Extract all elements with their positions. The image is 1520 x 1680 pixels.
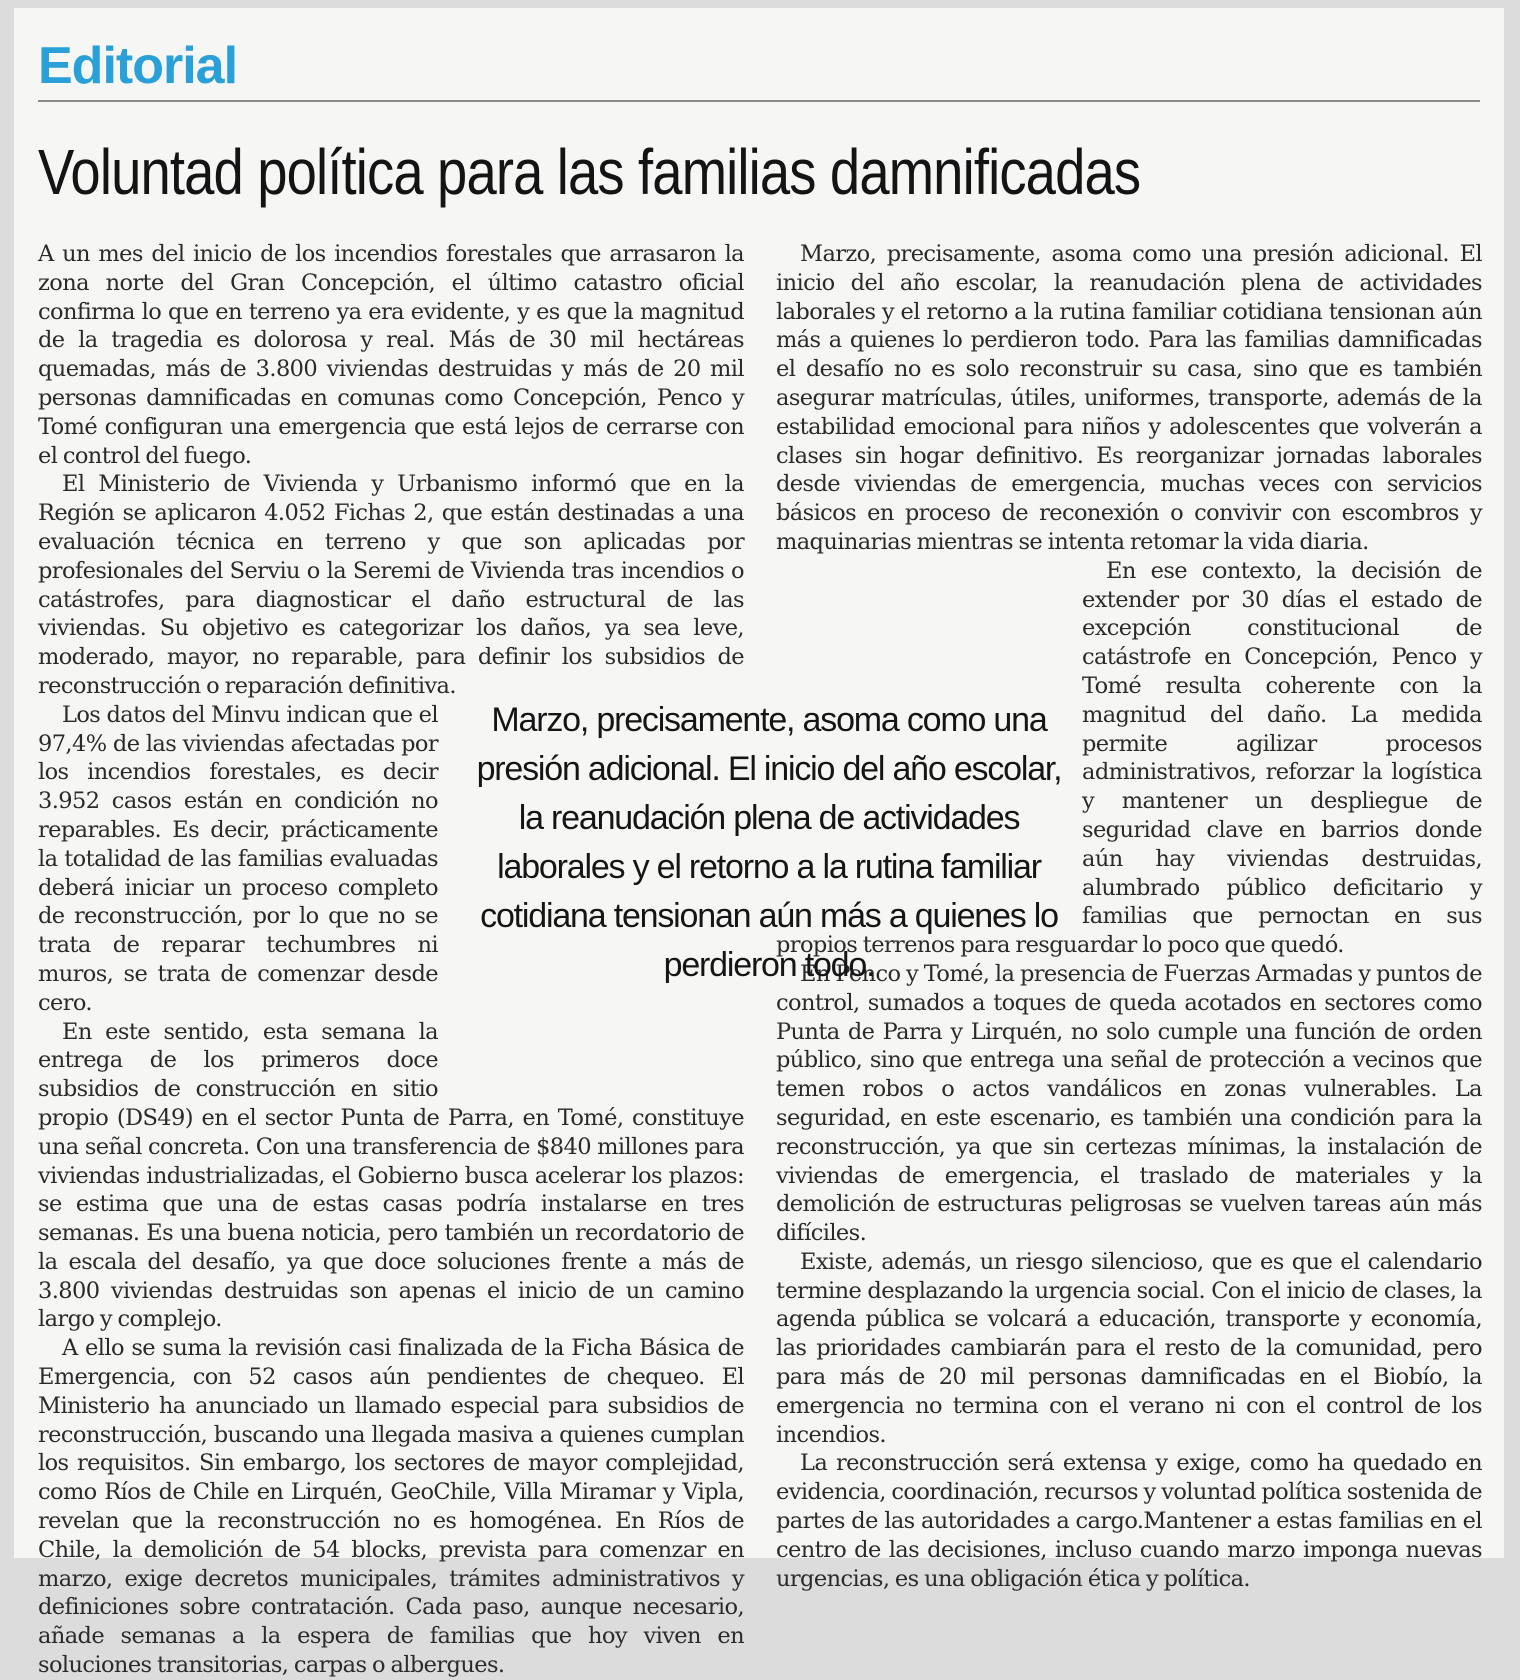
newspaper-page	[14, 8, 1504, 1679]
paragraph-2: El Ministerio de Vivienda y Urbanismo informó que en la Región se aplicaron 4.052 Fichas 2, que están destinadas a una evaluación técnica en terreno y que son aplicadas por profesionales del Serviu o la Seremi de Vivienda tras incendios o catástrofes, para diagnosticar el daño estructural de las viviendas. Su objetivo es categorizar los daños, ya sea leve, moderado, mayor, no reparable, para definir los subsidios de reconstrucción o reparación definitiva.	[38, 471, 744, 699]
paragraph-4: En este sentido, esta semana la entrega de los primeros doce subsidios de construcción en sitio propio (DS49) en el sector Punta de Parra, en Tomé, constituye una señal concreta. Con una transferencia de $840 millones para viviendas industrializadas, el Gobierno busca acelerar los plazos: se estima que una de estas casas podría instalarse en tres semanas. Es una buena noticia, pero también un recordatorio de la escala del desafío, ya que doce soluciones frente a más de 3.800 viviendas destruidas son apenas el inicio de un camino largo y complejo.	[38, 1018, 744, 1333]
paragraph-8: En Penco y Tomé, la presencia de Fuerzas Armadas y puntos de control, sumados a toques de queda acotados en sectores como Punta de Parra y Lirquén, no solo cumple una función de orden público, sino que entrega una señal de protección a vecinos que temen robos o actos vandálicos en zonas vulnerables. La seguridad, en este escenario, es también una condición para la reconstrucción, ya que sin certezas mínimas, la instalación de viviendas de emergencia, el traslado de materiales y la demolición de estructuras peligrosas se vuelven tareas aún más difíciles.	[776, 960, 1482, 1247]
paragraph-1: A un mes del inicio de los incendios forestales que arrasaron la zona norte del Gran Concepción, el último catastro oficial confirma lo que en terreno ya era evidente, y es que la magnitud de la tragedia es dolorosa y real. Más de 30 mil hectáreas quemadas, más de 3.800 viviendas destruidas y más de 20 mil personas damnificadas en comunas como Concepción, Penco y Tomé configuran una emergencia que está lejos de cerrarse con el control del fuego.	[38, 241, 744, 469]
paragraph-6: Marzo, precisamente, asoma como una presión adicional. El inicio del año escolar, la reanudación plena de actividades laborales y el retorno a la rutina familiar cotidiana tensionan aún más a quienes lo perdieron todo. Para las familias damnificadas el desafío no es solo reconstruir su casa, sino que es también asegurar matrículas, útiles, uniformes, transporte, además de la estabilidad emocional para niños y adolescentes que volverán a clases sin hogar definitivo. Es reorganizar jornadas laborales desde viviendas de emergencia, muchas veces con servicios básicos en proceso de reconexión o convivir con escombros y maquinarias mientras se intenta retomar la vida diaria.	[776, 241, 1482, 555]
paragraph-3: Los datos del Minvu indican que el 97,4% de las viviendas afectadas por los incendios forestales, es decir 3.952 casos están en condición no reparables. Es decir, prácticamente la totalidad de las familias evaluadas deberá iniciar un proceso completo de reconstrucción, por lo que no se trata de reparar techumbres ni muros, se trata de comenzar desde cero.	[38, 701, 438, 1016]
section-label: Editorial	[38, 37, 238, 95]
paragraph-10: La reconstrucción será extensa y exige, como ha quedado en evidencia, coordinación, recursos y voluntad política sostenida de partes de las autoridades a cargo.Mantener a estas familias en el centro de las decisiones, incluso cuando marzo imponga nuevas urgencias, es una obligación ética y política.	[776, 1450, 1482, 1592]
paragraph-5: A ello se suma la revisión casi finalizada de la Ficha Básica de Emergencia, con 52 casos aún pendientes de chequeo. El Ministerio ha anunciado un llamado especial para subsidios de reconstrucción, buscando una llegada masiva a quienes cumplan los requisitos. Sin embargo, los sectores de mayor complejidad, como Ríos de Chile en Lirquén, GeoChile, Villa Miramar y Vipla, revelan que la reconstrucción no es homogénea. En Ríos de Chile, la demolición de 54 blocks, prevista para comenzar en marzo, exige decretos municipales, trámites administrativos y definiciones sobre contratación. Cada paso, aunque necesario, añade semanas a la espera de familias que hoy viven en soluciones transitorias, carpas o albergues.	[38, 1335, 744, 1679]
paragraph-7: En ese contexto, la decisión de extender por 30 días el estado de excepción constitucional de catástrofe en Concepción, Penco y Tomé resulta coherente con la magnitud del daño. La medida permite agilizar procesos administrativos, reforzar la logística y mantener un despliegue de seguridad clave en barrios donde aún hay viviendas destruidas, alumbrado público deficitario y familias que pernoctan en sus propios terrenos para resguardar lo poco que quedó.	[776, 557, 1482, 959]
section-rule	[38, 100, 1480, 102]
pull-quote: Marzo, precisamente, asoma como una presión adicional. El inicio del año escolar, la reanudación plena de actividades laborales y el retorno a la rutina familiar cotidiana tensionan aún más a quienes lo perdieron todo.	[476, 701, 1062, 984]
paragraph-9: Existe, además, un riesgo silencioso, que es que el calendario termine desplazando la urgencia social. Con el inicio de clases, la agenda pública se volcará a educación, transporte y economía, las prioridades cambiarán para el resto de la comunidad, pero para más de 20 mil personas damnificadas en el Biobío, la emergencia no termina con el verano ni con el control de los incendios.	[776, 1248, 1482, 1448]
headline: Voluntad política para las familias damnificadas	[38, 136, 1141, 208]
